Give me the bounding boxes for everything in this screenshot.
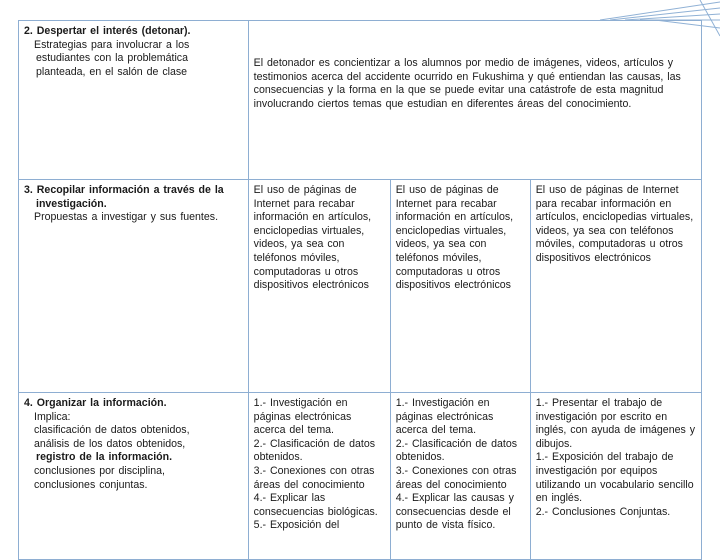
step-line: análisis de los datos obtenidos, <box>34 437 186 450</box>
step-line: Implica: <box>34 410 71 423</box>
activity-cell <box>530 393 701 560</box>
activity-line: 2.- Clasificación de datos obtenidos. <box>395 437 518 464</box>
step-line: Propuestas a investigar y sus fuentes. <box>34 211 219 224</box>
step-title: 2. Despertar el interés (detonar). <box>24 25 191 37</box>
step-line: planteada, en el salón de clase <box>36 65 188 78</box>
activity-line: 3.- Conexiones con otras áreas del conocimiento <box>253 464 375 491</box>
step-line: estudiantes con la problemática <box>36 52 188 65</box>
activity-line: 4.- Explicar las consecuencias biológicas. <box>253 492 378 518</box>
source-cell <box>390 180 530 393</box>
detonator-text: El detonador es concientizar a los alumnos por medio de imágenes, videos, artículos y testimonios acerca del accidente ocurrido en Fukushima y qué entiendan las causas, las consecuencias y la forma en la que se puede evitar una catástrofe de esta magnitud involucrando ciertos temas que estudian en diferentes áreas del conocimiento. <box>253 57 681 110</box>
activity-line: 1.- Presentar el trabajo de investigación por escrito en inglés, con ayuda de imágenes y dibujos. <box>535 397 696 450</box>
step-line: registro de la información. <box>36 451 173 464</box>
activity-line: 1.- Exposición del trabajo de investigación por equipos utilizando un vocabulario sencillo en inglés. <box>535 451 694 505</box>
step-title: 3. Recopilar información a través de la <box>24 184 224 196</box>
step-cell <box>19 393 249 560</box>
activity-line: 2.- Conclusiones Conjuntas. <box>535 505 671 518</box>
detonator-cell <box>248 21 701 180</box>
source-text: El uso de páginas de Internet para recabar información en artículos, enciclopedias virtuales, videos, ya sea con teléfonos móviles, computadoras u otros dispositivos electrónicos <box>535 184 694 264</box>
activity-line: 4.- Explicar las causas y consecuencias desde el punto de vista físico. <box>395 492 514 532</box>
activity-cell <box>390 393 530 560</box>
step-line: clasificación de datos obtenidos, <box>34 424 190 437</box>
step-title-cont: investigación. <box>36 197 107 210</box>
activity-line: 1.- Investigación en páginas electrónicas acerca del tema. <box>395 397 494 437</box>
activity-line: 2.- Clasificación de datos obtenidos. <box>253 437 376 464</box>
table-row <box>19 21 702 180</box>
activity-line: 3.- Conexiones con otras áreas del conocimiento <box>395 464 517 491</box>
strategy-table <box>18 20 702 560</box>
step-cell <box>19 21 249 180</box>
step-title: 4. Organizar la información. <box>24 397 167 409</box>
step-cell <box>19 180 249 393</box>
activity-line: 1.- Investigación en páginas electrónicas acerca del tema. <box>253 397 352 437</box>
source-cell <box>248 180 390 393</box>
source-cell <box>530 180 701 393</box>
activity-cell <box>248 393 390 560</box>
step-line: conclusiones conjuntas. <box>34 478 148 491</box>
step-line: conclusiones por disciplina, <box>34 464 165 477</box>
source-text: El uso de páginas de Internet para recabar información en artículos, enciclopedias virtuales, videos, ya sea con teléfonos móviles, computadoras u otros dispositivos electrónicos <box>395 184 514 292</box>
step-line: Estrategias para involucrar a los <box>34 38 190 51</box>
source-text: El uso de páginas de Internet para recabar información en artículos, enciclopedias virtuales, videos, ya sea con teléfonos móviles, computadoras u otros dispositivos electrónicos <box>253 184 372 292</box>
activity-line: 5.- Exposición del <box>253 519 340 532</box>
table-row <box>19 393 702 560</box>
table-row <box>19 180 702 393</box>
